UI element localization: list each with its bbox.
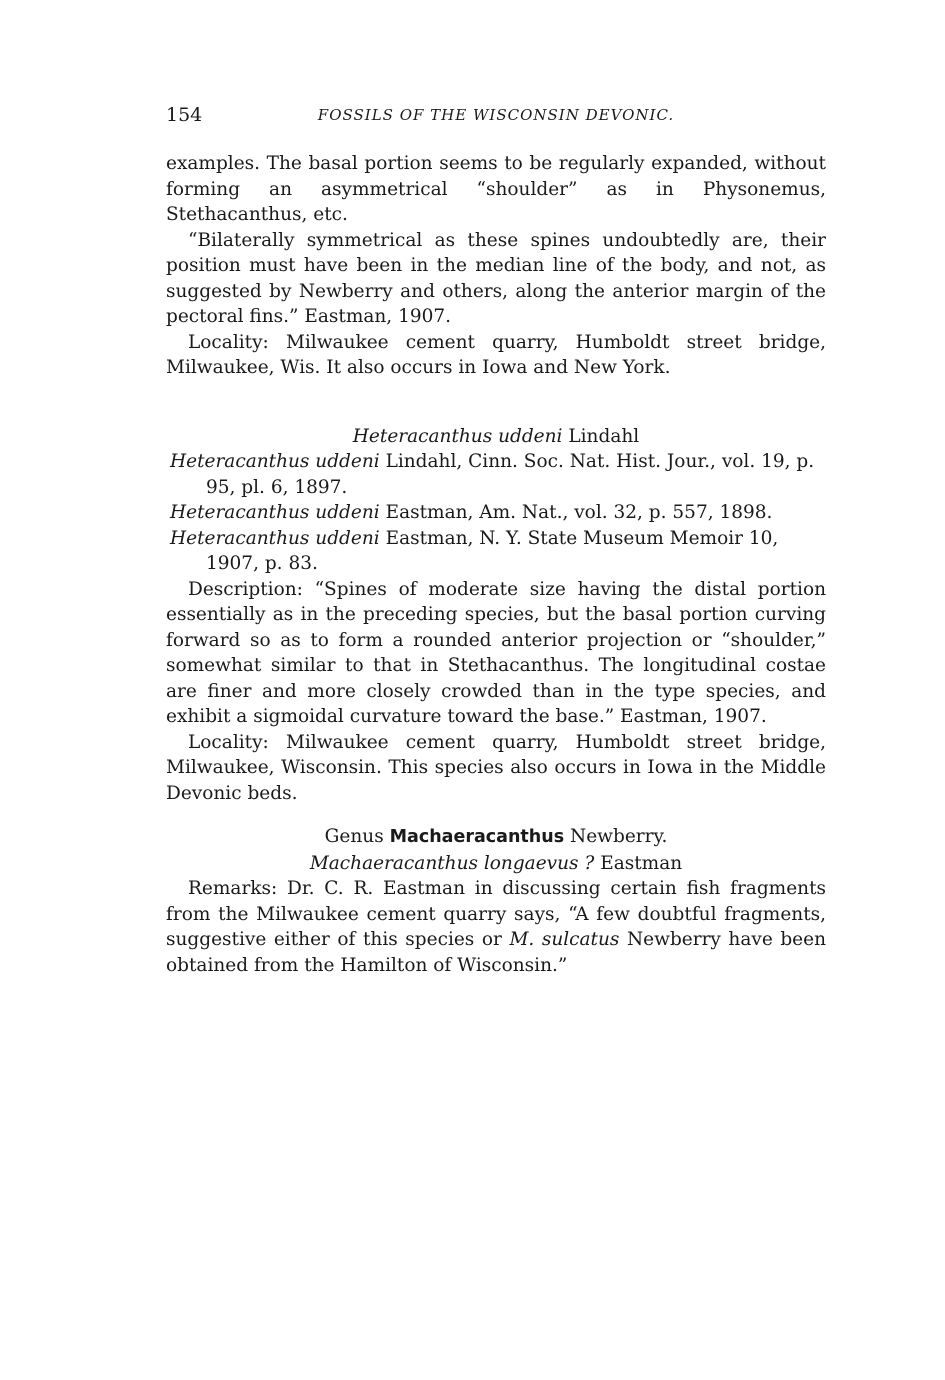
paragraph-quote: “Bilaterally symmetrical as these spines undoubtedly are, their position must have been in the median line of the body, and not, as suggested by Newberry and others, along the anterior margin of the pectoral fins.” Eastman, 1907. [166, 229, 826, 327]
spacer [166, 806, 826, 824]
paragraph-description: Description: “Spines of moderate size having the distal portion essentially as in the preceding species, but the basal portion curving forward so as to form a rounded anterior projection or “shoulder,” somewhat similar to that in Stethacanthus. The longitudinal costae are finer and more closely crowded than in the type species, and exhibit a sigmoidal curvature toward the base.” Eastman, 1907. [166, 578, 826, 727]
page-number: 154 [166, 104, 203, 126]
synonym-reference: Eastman, Am. Nat., vol. 32, p. 557, 1898. [385, 502, 773, 523]
page-body [166, 151, 826, 978]
species-heading-author: Lindahl [568, 425, 640, 447]
paragraph-remarks [166, 876, 826, 978]
synonym-reference: Lindahl, Cinn. Soc. Nat. Hist. Jour., vol. 19, p. 95, pl. 6, 1897. [206, 451, 815, 498]
synonym-entry [166, 449, 826, 500]
genus-name: Machaeracanthus [389, 827, 565, 847]
remarks-text-start: Remarks: Dr. C. R. Eastman in discussing certain fish fragments from the Milwaukee cement quarry says, “A few doubtful fragments, suggestive either of this species or [166, 878, 826, 950]
paragraph-locality: Locality: Milwaukee cement quarry, Humboldt street bridge, Milwaukee, Wis. It also occurs in Iowa and New York. [166, 331, 826, 378]
synonym-reference: Eastman, N. Y. State Museum Memoir 10, 1907, p. 83. [206, 527, 779, 574]
synonym-name: Heteracanthus uddeni [170, 502, 380, 523]
spacer [166, 381, 826, 424]
species-name-2: Machaeracanthus longaevus ? [309, 852, 595, 874]
page-header [166, 104, 826, 130]
paragraph-examples: examples. The basal portion seems to be regularly expanded, without forming an asymmetrical “shoulder” as in Physonemus, Stethacanthus, etc. [166, 153, 826, 225]
genus-heading [166, 824, 826, 851]
synonym-entry [166, 500, 826, 526]
paragraph-locality-2: Locality: Milwaukee cement quarry, Humboldt street bridge, Milwaukee, Wisconsin. This species also occurs in Iowa in the Middle Devonic beds. [166, 731, 826, 804]
running-title: FOSSILS OF THE WISCONSIN DEVONIC. [317, 106, 675, 124]
remarks-text-end: Newberry have been obtained from the Hamilton of Wisconsin.” [166, 929, 826, 976]
synonym-entry [166, 526, 826, 577]
genus-author: Newberry. [570, 826, 668, 847]
species-heading [166, 424, 826, 450]
species-heading-2 [166, 851, 826, 877]
remarks-species: M. sulcatus [509, 929, 620, 950]
synonym-name: Heteracanthus uddeni [170, 451, 380, 472]
synonym-name: Heteracanthus uddeni [170, 527, 380, 549]
species-heading-name: Heteracanthus uddeni [352, 425, 563, 447]
genus-prefix: Genus [324, 826, 384, 847]
species-author-2: Eastman [600, 852, 683, 874]
